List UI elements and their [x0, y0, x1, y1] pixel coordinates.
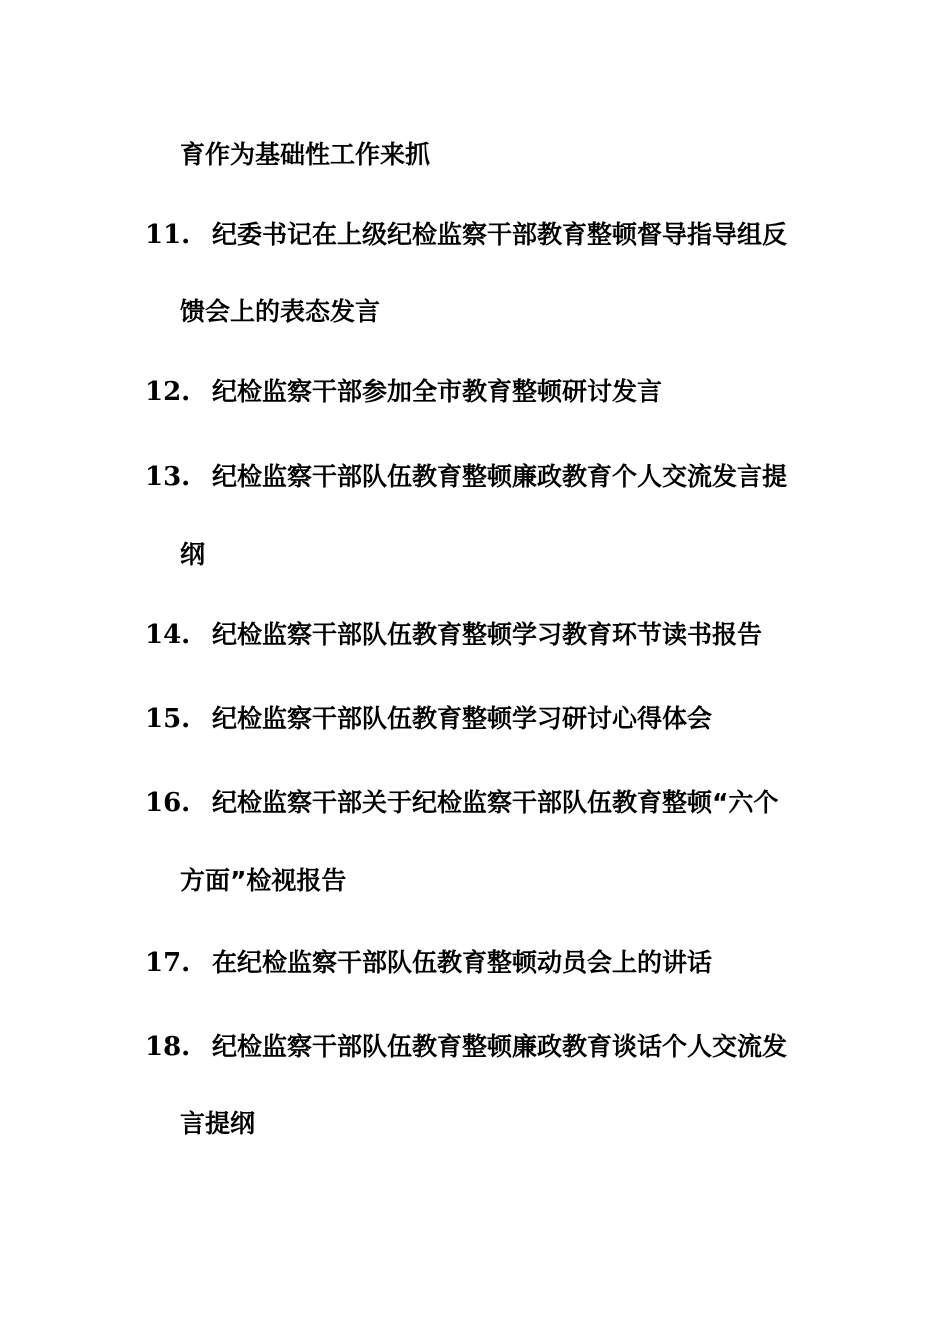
- item-13-line-1: 纪检监察干部队伍教育整顿廉政教育个人交流发言提: [212, 462, 788, 491]
- item-18-line-1: 纪检监察干部队伍教育整顿廉政教育谈话个人交流发: [212, 1032, 788, 1061]
- item-13-line-2: 纲: [180, 540, 206, 569]
- item-number-13: 13.: [145, 462, 191, 492]
- item-number-15: 15.: [145, 704, 191, 734]
- item-16-line-2: 方面”检视报告: [180, 866, 347, 895]
- item-number-14: 14.: [145, 620, 191, 650]
- item-12-line-1: 纪检监察干部参加全市教育整顿研讨发言: [212, 377, 663, 406]
- item-17-line-1: 在纪检监察干部队伍教育整顿动员会上的讲话: [212, 948, 713, 977]
- item-11-line-1: 纪委书记在上级纪检监察干部教育整顿督导指导组反: [212, 220, 788, 249]
- continuation-line: 育作为基础性工作来抓: [180, 140, 431, 169]
- item-15-line-1: 纪检监察干部队伍教育整顿学习研讨心得体会: [212, 704, 713, 733]
- item-18-line-2: 言提纲: [180, 1109, 256, 1138]
- item-16-line-1: 纪检监察干部关于纪检监察干部队伍教育整顿“六个: [212, 788, 779, 817]
- item-11-line-2: 馈会上的表态发言: [180, 297, 381, 326]
- item-number-17: 17.: [145, 948, 191, 978]
- item-14-line-1: 纪检监察干部队伍教育整顿学习教育环节读书报告: [212, 620, 763, 649]
- item-number-18: 18.: [145, 1032, 191, 1062]
- item-number-11: 11.: [145, 220, 191, 250]
- item-number-12: 12.: [145, 377, 191, 407]
- item-number-16: 16.: [145, 788, 191, 818]
